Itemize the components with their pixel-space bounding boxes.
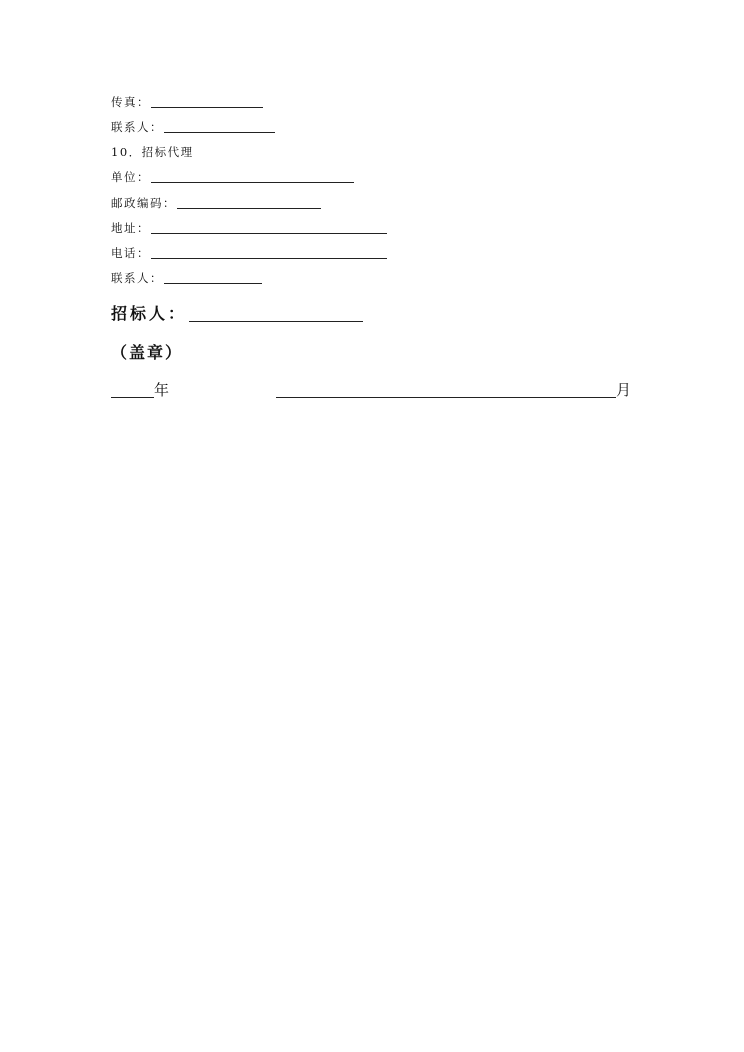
fax-blank-line[interactable] xyxy=(151,106,263,108)
date-row xyxy=(111,379,631,400)
agency-contact-blank-line[interactable] xyxy=(164,282,262,284)
agency-contact-row xyxy=(111,270,262,286)
seal-row xyxy=(111,340,183,363)
tenderer-blank-line[interactable] xyxy=(189,320,363,322)
fax-field-row xyxy=(111,94,263,110)
seal-label: （盖章） xyxy=(111,343,184,362)
contact-field-row xyxy=(111,119,275,135)
fax-label: 传真： xyxy=(111,95,150,109)
postcode-blank-line[interactable] xyxy=(177,207,321,209)
unit-blank-line[interactable] xyxy=(151,181,354,183)
contact-blank-line[interactable] xyxy=(164,131,275,133)
contact-label: 联系人： xyxy=(111,120,163,134)
phone-blank-line[interactable] xyxy=(151,257,387,259)
agency-unit-row xyxy=(111,169,354,185)
agency-postcode-row xyxy=(111,195,321,211)
month-blank-line[interactable] xyxy=(276,396,616,398)
month-label: 月 xyxy=(616,381,632,399)
year-blank-line[interactable] xyxy=(111,396,154,398)
address-label: 地址： xyxy=(111,221,150,235)
agency-contact-label: 联系人： xyxy=(111,271,163,285)
section-heading-text: 10．招标代理 xyxy=(111,145,194,159)
tenderer-label: 招标人： xyxy=(111,304,188,323)
phone-label: 电话： xyxy=(111,246,150,260)
tenderer-signature-row xyxy=(111,301,363,324)
postcode-label: 邮政编码： xyxy=(111,196,176,210)
unit-label: 单位： xyxy=(111,170,150,184)
agency-address-row xyxy=(111,220,387,236)
agency-phone-row xyxy=(111,245,387,261)
year-label: 年 xyxy=(154,381,170,399)
address-blank-line[interactable] xyxy=(151,232,387,234)
agency-section-heading xyxy=(111,144,194,160)
